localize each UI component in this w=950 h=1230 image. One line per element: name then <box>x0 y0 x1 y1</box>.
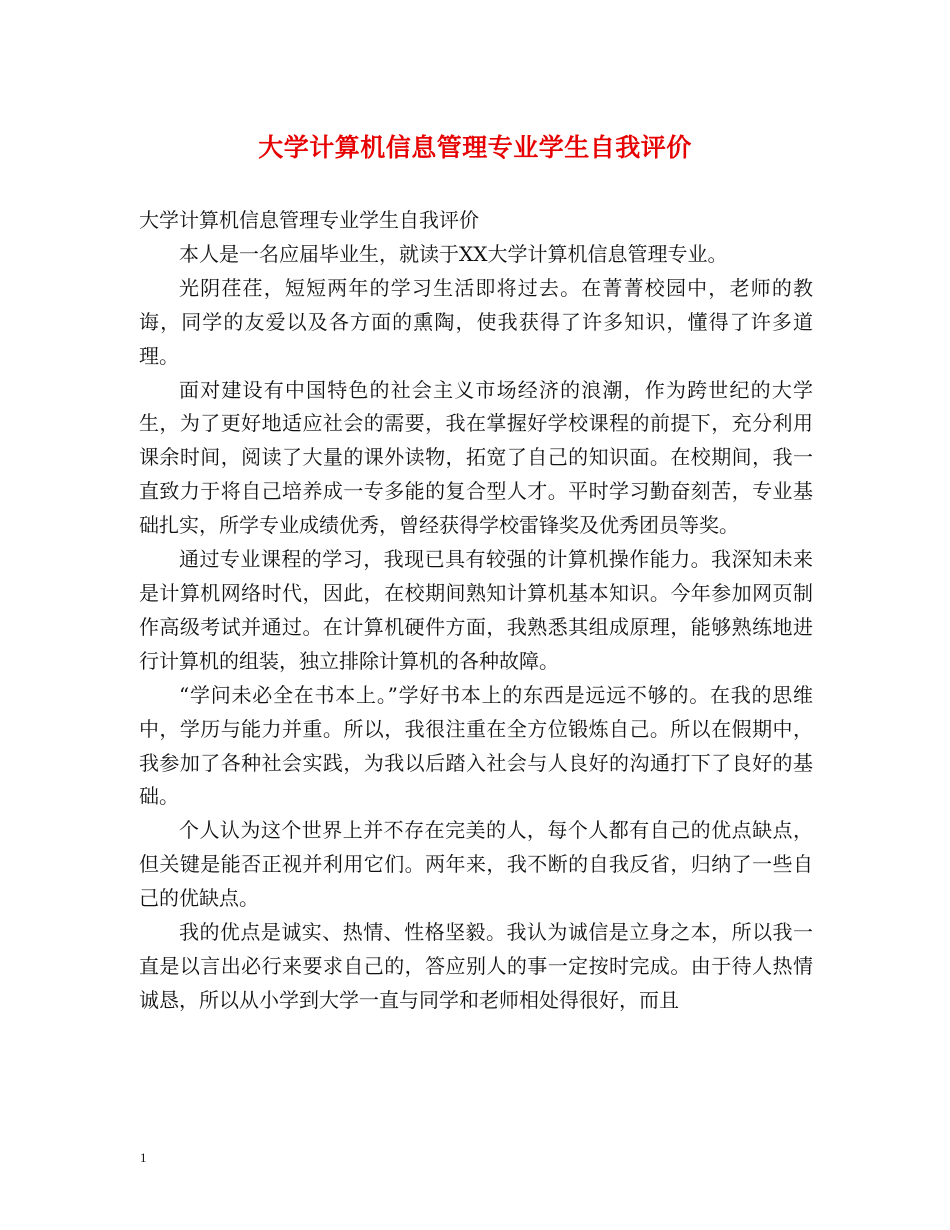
paragraph-practice: “学问未必全在书本上。”学好书本上的东西是远远不够的。在我的思维中，学历与能力并重。所以，我很注重在全方位锻炼自己。所以在假期中，我参加了各种社会实践，为我以后踏入社会与人良好的沟通打下了良好的基础。 <box>139 682 813 809</box>
page-number: 1 <box>140 1150 147 1165</box>
paragraph-intro: 本人是一名应届毕业生，就读于XX大学计算机信息管理专业。 <box>179 241 728 266</box>
document-body <box>139 204 813 1018</box>
paragraph-strengths: 我的优点是诚实、热情、性格坚毅。我认为诚信是立身之本，所以我一直是以言出必行来要求自己的，答应别人的事一定按时完成。由于待人热情诚恳，所以从小学到大学一直与同学和老师相处得很好，而且 <box>139 920 813 1012</box>
paragraph-subtitle: 大学计算机信息管理专业学生自我评价 <box>139 208 479 232</box>
paragraph-study: 面对建设有中国特色的社会主义市场经济的浪潮，作为跨世纪的大学生，为了更好地适应社会的需要，我在掌握好学校课程的前提下，充分利用课余时间，阅读了大量的课外读物，拓宽了自己的知识面。在校期间，我一直致力于将自己培养成一专多能的复合型人才。平时学习勤奋刻苦，专业基础扎实，所学专业成绩优秀，曾经获得学校雷锋奖及优秀团员等奖。 <box>139 377 813 538</box>
paragraph-time: 光阴荏荏，短短两年的学习生活即将过去。在菁菁校园中，老师的教诲，同学的友爱以及各方面的熏陶，使我获得了许多知识，懂得了许多道理。 <box>139 275 813 368</box>
paragraph-self-reflection: 个人认为这个世界上并不存在完美的人，每个人都有自己的优点缺点，但关键是能否正视并利用它们。两年来，我不断的自我反省，归纳了一些自己的优缺点。 <box>139 818 813 911</box>
document-title: 大学计算机信息管理专业学生自我评价 <box>258 133 692 162</box>
paragraph-computer-skills: 通过专业课程的学习，我现已具有较强的计算机操作能力。我深知未来是计算机网络时代，因此，在校期间熟知计算机基本知识。今年参加网页制作高级考试并通过。在计算机硬件方面，我熟悉其组成原理，能够熟练地进行计算机的组装，独立排除计算机的各种故障。 <box>139 547 813 673</box>
